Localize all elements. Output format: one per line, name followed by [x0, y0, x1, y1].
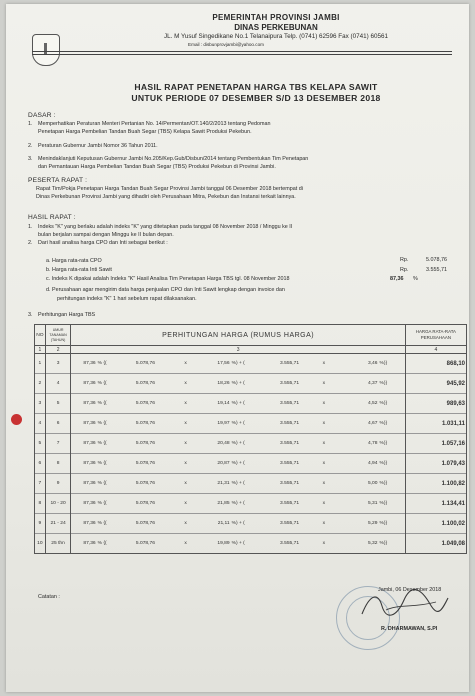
row-rend-inti: 5,00 [367, 481, 378, 486]
table-row [35, 354, 467, 374]
signer-name: R. DHARMAWAN, S.PI [381, 626, 438, 632]
table-header-row [35, 325, 467, 346]
row-op: %) + ( [231, 441, 245, 446]
row-op: %)} [379, 501, 388, 506]
row-op: %) + ( [231, 521, 245, 526]
row-op: %)} [379, 541, 388, 546]
col-number: 4 [405, 346, 466, 354]
row-harga: 1.079,43 [405, 454, 466, 474]
letterhead-address: JL. M Yusuf Singedikane No.1 Telanaipura Telp. (0741) 62596 Fax (0741) 60561 [163, 33, 389, 40]
row-harga: 868,10 [405, 354, 466, 374]
row-inti: 3.555,71 [280, 381, 300, 386]
row-op: %) + ( [231, 401, 245, 406]
row-no: 10 [35, 534, 46, 554]
dasar-item-text: Menindaklanjuti Keputusan Gubernur Jambi No.205/Kep.Gub/Disbun/2014 tentang Pembentukan Tim Penetapan [38, 156, 309, 162]
table-colnum-row [35, 346, 467, 354]
row-harga: 1.134,41 [405, 494, 466, 514]
row-op: x [184, 481, 187, 486]
col-no-header: NO [35, 325, 46, 346]
table-row [35, 474, 467, 494]
row-cpo: 5.078,76 [135, 441, 155, 446]
row-harga: 945,92 [405, 374, 466, 394]
row-umur: 6 [45, 414, 71, 434]
row-inti: 3.555,71 [280, 521, 300, 526]
row-inti: 3.555,71 [280, 421, 300, 426]
perusahaan-note: d. Perusahaan agar mengirim data harga penjualan CPO dan Inti Sawit lengkap dengan invoice dan [46, 287, 285, 293]
row-op: %)} [379, 421, 388, 426]
row-k: 87,36 [83, 421, 96, 426]
row-umur: 9 [45, 474, 71, 494]
row-op: %)} [379, 521, 388, 526]
row-op: %)} [379, 401, 388, 406]
row-rend-inti: 4,67 [367, 421, 378, 426]
punch-hole-mark [11, 414, 22, 425]
row-cpo: 5.078,76 [135, 361, 155, 366]
row-op: %) + ( [231, 541, 245, 546]
row-op: x [184, 361, 187, 366]
document-title: HASIL RAPAT PENETAPAN HARGA TBS KELAPA SAWIT [134, 82, 378, 92]
row-harga: 1.031,11 [405, 414, 466, 434]
hasil-item1-text: bulan berjalan sampai dengan Minggu ke II bulan depan. [38, 232, 174, 238]
peserta-text: Rapat Tim/Pokja Penetapan Harga Tandan Buah Segar Provinsi Jambi tanggal 06 Desember 2018 bertempat di [36, 186, 303, 192]
row-op: x [184, 521, 187, 526]
row-no: 2 [35, 374, 46, 394]
hasil-label: HASIL RAPAT : [28, 214, 76, 221]
row-op: x [322, 521, 326, 526]
row-inti: 3.555,71 [280, 361, 300, 366]
percent-sign: % [413, 276, 418, 282]
row-k: 87,36 [83, 481, 96, 486]
row-k: 87,36 [83, 381, 96, 386]
row-op: x [184, 441, 187, 446]
row-rend-cpo: 19,89 [217, 541, 230, 546]
hasil-item-number: 3. [28, 312, 33, 318]
province-logo-icon [32, 34, 60, 66]
row-op: %) + ( [231, 421, 245, 426]
document-period: UNTUK PERIODE 07 DESEMBER S/D 13 DESEMBER 2018 [131, 93, 381, 103]
row-rend-inti: 4,78 [367, 441, 378, 446]
row-op: %) + ( [231, 381, 245, 386]
row-harga: 1.057,16 [405, 434, 466, 454]
row-k: 87,36 [83, 541, 96, 546]
row-op: x [184, 381, 187, 386]
indeks-k-label: c. Indeks K dipakai adalah Indeks "K" Hasil Analisa Tim Penetapan Harga TBS tgl. 08 November 2018 [46, 276, 290, 282]
row-umur: 5 [45, 394, 71, 414]
hasil-item1-text: Indeks "K" yang berlaku adalah indeks "K" yang ditetapkan pada tanggal 08 November 2018 / Minggu ke II [38, 224, 293, 230]
row-op: %)} [379, 461, 388, 466]
dasar-item-text: Penetapan Harga Pembelian Tandan Buah Segar (TBS) Kelapa Sawit Produksi Pekebun. [38, 129, 252, 135]
row-cpo: 5.078,76 [135, 481, 155, 486]
hasil-item-number: 2. [28, 240, 33, 246]
row-op: x [322, 441, 326, 446]
row-no: 7 [35, 474, 46, 494]
rp-label: Rp. [400, 257, 409, 263]
row-no: 4 [35, 414, 46, 434]
col-number: 2 [45, 346, 71, 354]
row-k: 87,36 [83, 521, 96, 526]
cpo-value: 5.078,76 [426, 257, 447, 263]
row-cpo: 5.078,76 [135, 381, 155, 386]
row-op: %)} [379, 381, 388, 386]
row-umur: 25 thn [45, 534, 71, 554]
row-inti: 3.555,71 [280, 461, 300, 466]
col-formula-header: PERHITUNGAN HARGA (RUMUS HARGA) [71, 325, 405, 346]
row-op: x [322, 381, 326, 386]
row-rend-cpo: 21,85 [217, 501, 230, 506]
row-rend-cpo: 20,87 [217, 461, 230, 466]
letterhead-org1: PEMERINTAH PROVINSI JAMBI [212, 13, 340, 22]
dasar-item-text: Memperhatikan Peraturan Menteri Pertanian No. 14/Permentan/OT.140/2/2013 tentang Pedoman [38, 121, 271, 127]
row-op: %) + ( [231, 481, 245, 486]
row-op: %) + ( [231, 461, 245, 466]
row-rend-cpo: 21,31 [217, 481, 230, 486]
row-cpo: 5.078,76 [135, 461, 155, 466]
row-inti: 3.555,71 [280, 541, 300, 546]
row-op: % {( [97, 381, 107, 386]
row-umur: 21 - 24 [45, 514, 71, 534]
table-row [35, 394, 467, 414]
row-umur: 3 [45, 354, 71, 374]
row-cpo: 5.078,76 [135, 401, 155, 406]
dasar-item-text: Peraturan Gubernur Jambi Nomor 36 Tahun 2011. [38, 143, 158, 149]
dasar-item-number: 1. [28, 121, 33, 127]
row-rend-cpo: 18,26 [217, 381, 230, 386]
cpo-label: a. Harga rata-rata CPO [46, 258, 102, 264]
row-op: x [184, 501, 187, 506]
peserta-label: PESERTA RAPAT : [28, 177, 88, 184]
row-rend-cpo: 19,97 [217, 421, 230, 426]
inti-label: b. Harga rata-rata Inti Sawit [46, 267, 112, 273]
row-no: 1 [35, 354, 46, 374]
row-no: 9 [35, 514, 46, 534]
row-k: 87,36 [83, 441, 96, 446]
catatan-label: Catatan : [38, 594, 60, 600]
row-op: % {( [97, 501, 107, 506]
col-harga-header: HARGA RATA-RATA PERUSAHAAN [405, 325, 466, 346]
row-rend-inti: 4,52 [367, 401, 378, 406]
table-row [35, 454, 467, 474]
row-cpo: 5.078,76 [135, 541, 155, 546]
row-op: x [322, 481, 326, 486]
row-op: %)} [379, 441, 388, 446]
peserta-text: Dinas Perkebunan Provinsi Jambi yang dihadiri oleh Perusahaan Mitra, Pekebun dan Instansi terkait lainnya. [36, 194, 296, 200]
col-number: 1 [35, 346, 46, 354]
row-op: % {( [97, 541, 107, 546]
row-rend-inti: 4,37 [367, 381, 378, 386]
row-no: 6 [35, 454, 46, 474]
row-inti: 3.555,71 [280, 441, 300, 446]
row-op: x [184, 401, 187, 406]
row-op: % {( [97, 461, 107, 466]
row-op: % {( [97, 401, 107, 406]
table-row [35, 514, 467, 534]
table-row [35, 414, 467, 434]
row-inti: 3.555,71 [280, 481, 300, 486]
row-umur: 10 - 20 [45, 494, 71, 514]
dasar-label: DASAR : [28, 112, 56, 119]
table-row [35, 534, 467, 554]
row-umur: 7 [45, 434, 71, 454]
row-op: % {( [97, 481, 107, 486]
row-rend-cpo: 19,14 [217, 401, 230, 406]
table-row [35, 434, 467, 454]
row-rend-inti: 5,31 [367, 501, 378, 506]
row-op: % {( [97, 421, 107, 426]
hasil-item-number: 1. [28, 224, 33, 230]
row-rend-inti: 4,94 [367, 461, 378, 466]
document-page [6, 4, 469, 692]
row-no: 3 [35, 394, 46, 414]
row-op: x [322, 361, 326, 366]
place-date: Jambi, 06 Desember 2018 [378, 587, 442, 593]
row-rend-inti: 5,29 [367, 521, 378, 526]
row-op: %)} [379, 481, 388, 486]
row-op: % {( [97, 361, 107, 366]
row-op: x [322, 501, 326, 506]
row-cpo: 5.078,76 [135, 521, 155, 526]
letterhead-rule [32, 51, 452, 52]
hasil-item2-text: Dari hasil analisa harga CPO dan Inti sebagai berikut : [38, 240, 168, 246]
col-number: 3 [71, 346, 405, 354]
row-inti: 3.555,71 [280, 401, 300, 406]
row-rend-inti: 3,46 [367, 361, 378, 366]
table-row [35, 374, 467, 394]
row-op: x [184, 541, 187, 546]
row-op: %) + ( [231, 361, 245, 366]
row-harga: 1.049,08 [405, 534, 466, 554]
row-rend-cpo: 17,56 [217, 361, 230, 366]
dasar-item-text: dan Pemantauan Harga Pembelian Tandan Buah Segar (TBS) Produksi Pekebun di Provinsi Jambi. [38, 164, 276, 170]
letterhead-email: Email : disbunprovjambi@yahoo.com [188, 42, 264, 47]
row-harga: 1.100,02 [405, 514, 466, 534]
row-op: x [184, 421, 187, 426]
inti-value: 3.555,71 [426, 267, 447, 273]
indeks-k-value: 87,36 [390, 276, 404, 282]
row-k: 87,36 [83, 501, 96, 506]
row-harga: 989,63 [405, 394, 466, 414]
row-cpo: 5.078,76 [135, 421, 155, 426]
letterhead-org2: DINAS PERKEBUNAN [234, 23, 318, 32]
row-op: x [322, 461, 326, 466]
row-no: 5 [35, 434, 46, 454]
row-harga: 1.100,82 [405, 474, 466, 494]
row-op: %)} [379, 361, 388, 366]
row-k: 87,36 [83, 461, 96, 466]
row-k: 87,36 [83, 401, 96, 406]
table-row [35, 494, 467, 514]
letterhead-rule-thin [32, 54, 452, 55]
row-op: % {( [97, 521, 107, 526]
col-umur-header: UMUR TANAMAN (TAHUN) [45, 325, 71, 346]
row-op: x [322, 421, 326, 426]
row-inti: 3.555,71 [280, 501, 300, 506]
perusahaan-note: perhitungan indeks "K" 1 hari sebelum rapat dilaksanakan. [57, 296, 197, 302]
row-no: 8 [35, 494, 46, 514]
dasar-item-number: 3. [28, 156, 33, 162]
price-table [34, 324, 467, 554]
row-umur: 4 [45, 374, 71, 394]
rp-label: Rp. [400, 267, 409, 273]
row-rend-cpo: 21,11 [217, 521, 230, 526]
row-op: x [322, 401, 326, 406]
row-rend-inti: 5,32 [367, 541, 378, 546]
row-op: x [184, 461, 187, 466]
row-op: x [322, 541, 326, 546]
row-op: % {( [97, 441, 107, 446]
row-k: 87,36 [83, 361, 96, 366]
row-rend-cpo: 20,48 [217, 441, 230, 446]
dasar-item-number: 2. [28, 143, 33, 149]
hasil-item3-text: Perhitungan Harga TBS [38, 312, 96, 318]
row-op: %) + ( [231, 501, 245, 506]
row-cpo: 5.078,76 [135, 501, 155, 506]
row-umur: 8 [45, 454, 71, 474]
